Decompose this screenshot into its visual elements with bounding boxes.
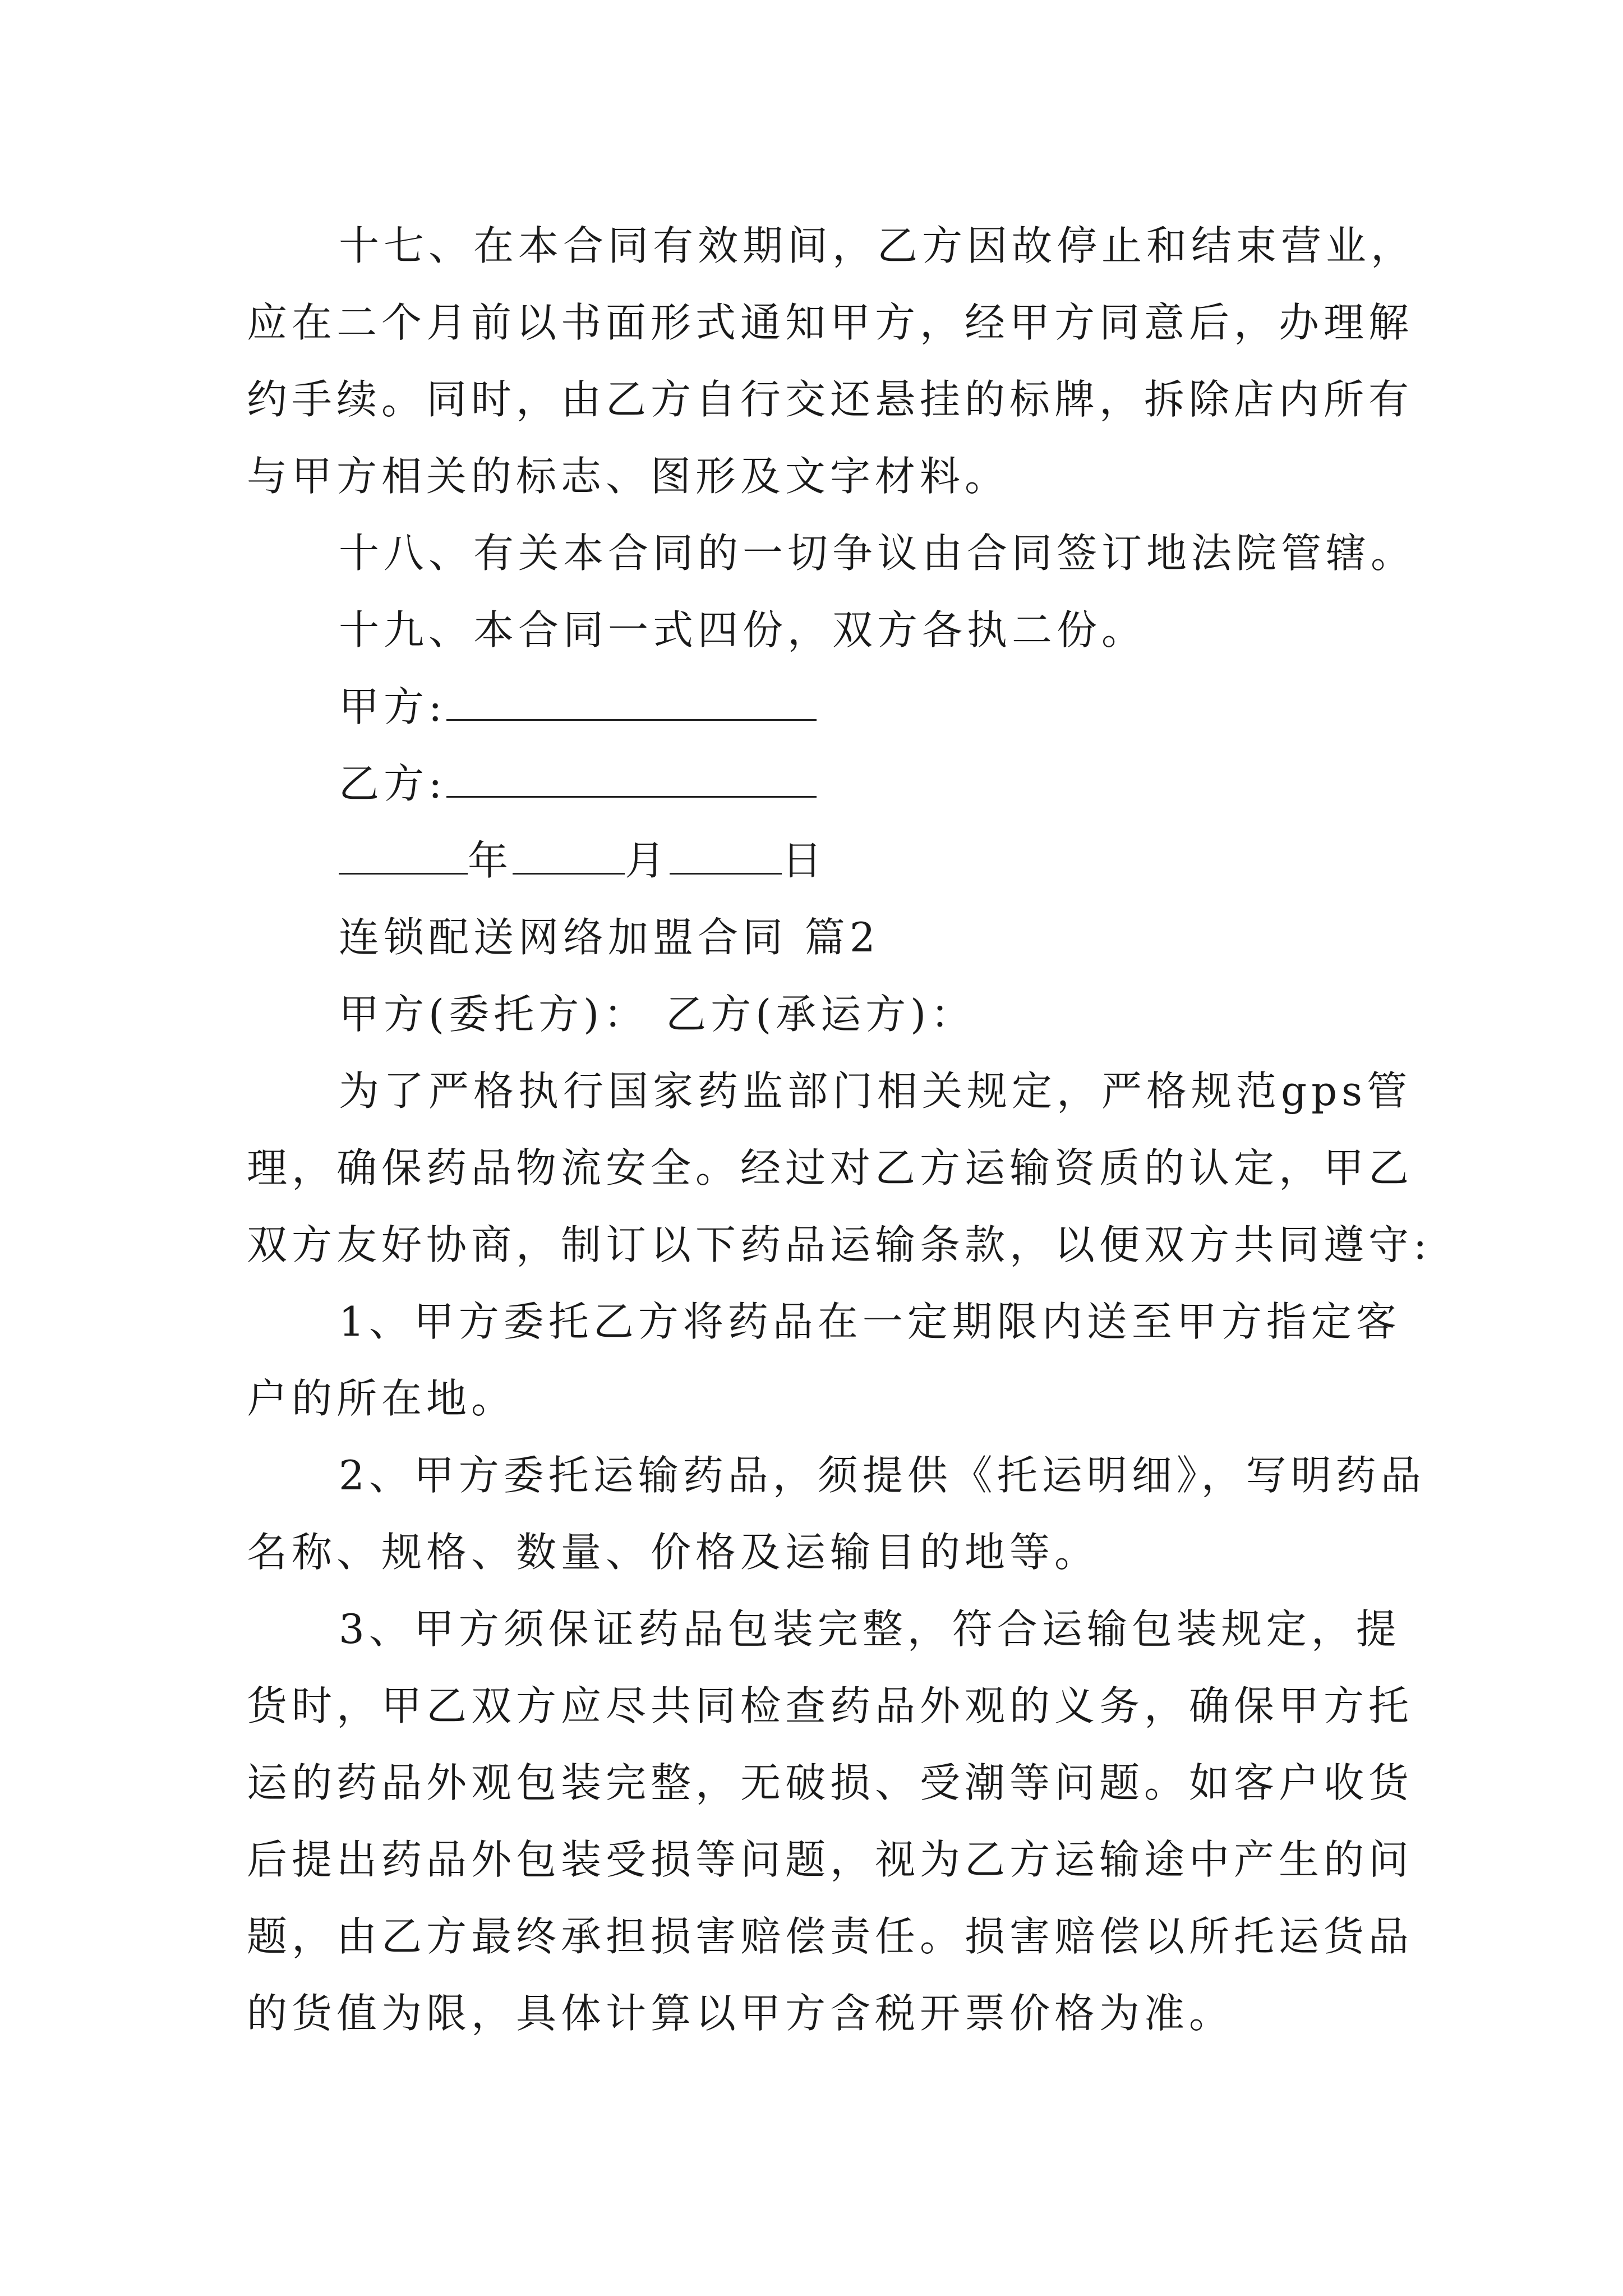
party-a-signature-line: [339, 673, 817, 740]
paragraph-17-line-4: 与甲方相关的标志、图形及文字材料。: [247, 453, 1010, 500]
day-blank: [670, 838, 782, 875]
date-line: [339, 827, 827, 894]
clause-3-line-2: 货时，甲乙双方应尽共同检查药品外观的义务，确保甲方托: [247, 1682, 1414, 1729]
party-b-blank: [446, 761, 817, 798]
section-2-parties: 甲方(委托方)： 乙方(承运方)：: [339, 991, 976, 1038]
clause-1-line-1: 1、甲方委托乙方将药品在一定期限内送至甲方指定客: [339, 1298, 1401, 1345]
clause-3-line-1: 3、甲方须保证药品包装完整，符合运输包装规定，提: [339, 1605, 1401, 1653]
month-label: 月: [625, 837, 670, 884]
clause-2-line-2: 名称、规格、数量、价格及运输目的地等。: [247, 1529, 1100, 1576]
clause-1-line-2: 户的所在地。: [247, 1375, 517, 1422]
year-label: 年: [468, 837, 513, 884]
party-a-blank: [446, 684, 817, 721]
paragraph-17-line-3: 约手续。同时，由乙方自行交还悬挂的标牌，拆除店内所有: [247, 376, 1414, 423]
day-label: 日: [782, 837, 827, 884]
month-blank: [513, 838, 625, 875]
clause-2-line-1: 2、甲方委托运输药品，须提供《托运明细》，写明药品: [339, 1452, 1426, 1499]
paragraph-17-line-1: 十七、在本合同有效期间，乙方因故停止和结束营业，: [339, 222, 1416, 269]
clause-3-line-5: 题，由乙方最终承担损害赔偿责任。损害赔偿以所托运货品: [247, 1913, 1414, 1960]
intro-line-3: 双方友好协商，制订以下药品运输条款，以便双方共同遵守:: [247, 1221, 1432, 1268]
paragraph-17-line-2: 应在二个月前以书面形式通知甲方，经甲方同意后，办理解: [247, 299, 1414, 346]
clause-3-line-4: 后提出药品外包装受损等问题，视为乙方运输途中产生的问: [247, 1836, 1414, 1883]
paragraph-19: 十九、本合同一式四份，双方各执二份。: [339, 606, 1147, 654]
clause-3-line-6: 的货值为限，具体计算以甲方含税开票价格为准。: [247, 1990, 1234, 2037]
party-b-label: 乙方:: [339, 760, 447, 807]
section-2-heading: 连锁配送网络加盟合同 篇2: [339, 914, 880, 961]
intro-line-2: 理，确保药品物流安全。经过对乙方运输资质的认定，甲乙: [247, 1144, 1414, 1191]
paragraph-18: 十八、有关本合同的一切争议由合同签订地法院管辖。: [339, 530, 1416, 577]
intro-line-1: 为了严格执行国家药监部门相关规定，严格规范gps管: [339, 1068, 1412, 1115]
year-blank: [339, 838, 468, 875]
party-b-signature-line: [339, 750, 817, 817]
clause-3-line-3: 运的药品外观包装完整，无破损、受潮等问题。如客户收货: [247, 1759, 1414, 1806]
party-a-label: 甲方:: [339, 683, 447, 730]
